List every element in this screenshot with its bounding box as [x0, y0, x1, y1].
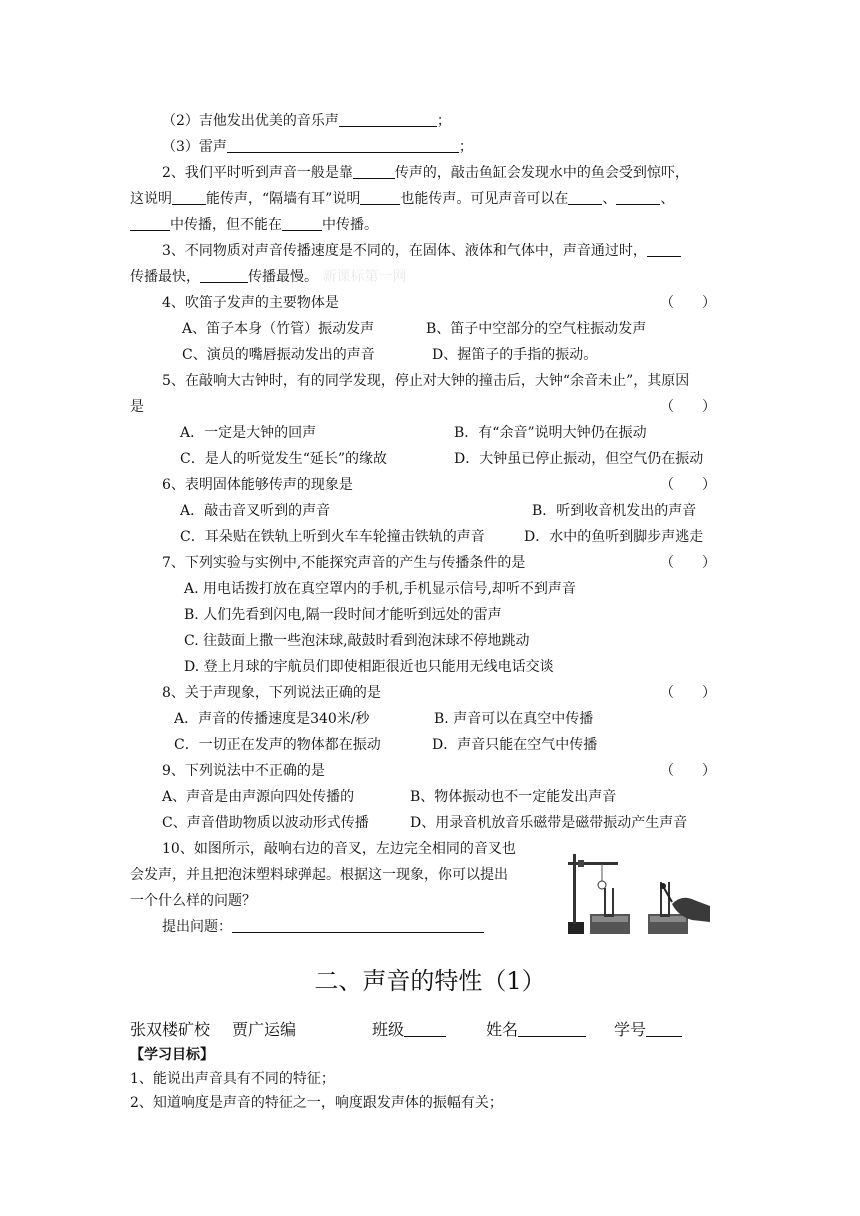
q4-stem: 4、吹笛子发声的主要物体是: [162, 295, 339, 311]
q7-answer-paren[interactable]: （ ）: [660, 555, 716, 571]
class-blank[interactable]: [404, 1022, 446, 1037]
q3-line-1: 3、不同物质对声音传播速度是不同的，在固体、液体和气体中，声音通过时，: [162, 242, 681, 260]
section-author: 贾广运编: [232, 1020, 297, 1039]
q2-line-3: 中传播，但不能在 中传播。: [130, 216, 378, 234]
answer-blank[interactable]: [616, 190, 660, 205]
q9-option-b: B、物体振动也不一定能发出声音: [410, 789, 617, 805]
q2-line-2: 这说明 能传声，“隔墙有耳”说明 也能传声。可见声音可以在 、 、: [130, 191, 675, 207]
q10-line-1: 10、如图所示，敲响右边的音叉，左边完全相同的音叉也: [162, 841, 516, 857]
q8-option-c: C．一切正在发声的物体都在振动: [174, 737, 381, 753]
answer-blank[interactable]: [568, 190, 602, 205]
q5-option-d: D．大钟虽已停止振动，但空气仍在振动: [454, 451, 704, 467]
q6-option-c: C．耳朵贴在铁轨上听到火车车轮撞击铁轨的声音: [180, 529, 485, 545]
q8-answer-paren[interactable]: （ ）: [660, 685, 716, 701]
q10-line-3: 一个什么样的问题？: [130, 893, 256, 909]
section-title: 二、声音的特性（1）: [314, 967, 546, 995]
q8-option-a: A．声音的传播速度是340米/秒: [174, 711, 370, 727]
q7-option-c: C. 往鼓面上撒一些泡沫球,敲鼓时看到泡沫球不停地跳动: [184, 633, 530, 649]
answer-blank[interactable]: [353, 164, 395, 179]
q7-stem: 7、下列实验与实例中,不能探究声音的产生与传播条件的是: [162, 555, 526, 571]
goal-1: 1、能说出声音具有不同的特征；: [130, 1071, 335, 1087]
q7-option-a: A. 用电话拨打放在真空罩内的手机,手机显示信号,却听不到声音: [184, 581, 576, 597]
left-tuning-fork-icon: [590, 888, 630, 934]
answer-blank[interactable]: [200, 268, 248, 283]
q9-stem: 9、下列说法中不正确的是: [162, 763, 325, 779]
student-id-field: 学号: [614, 1021, 682, 1039]
q3-line-2: 传播最快， 传播最慢。 新课标第一网: [130, 269, 407, 285]
q5-option-a: A．一定是大钟的回声: [180, 425, 317, 441]
q7-option-b: B. 人们先看到闪电,隔一段时间才能听到远处的雷声: [184, 607, 502, 623]
q5-stem-2: 是: [130, 399, 144, 415]
q5-option-c: C．是人的听觉发生“延长”的缘故: [180, 451, 388, 467]
section-school: 张双楼矿校: [130, 1020, 211, 1039]
answer-blank[interactable]: [647, 242, 681, 257]
q7-option-d: D. 登上月球的宇航员们即使相距很近也只能用无线电话交谈: [184, 659, 554, 675]
q8-stem: 8、关于声现象，下列说法正确的是: [162, 685, 381, 701]
class-field: 班级: [372, 1021, 446, 1039]
q10-line-4: 提出问题：: [162, 918, 484, 936]
q6-answer-paren[interactable]: （ ）: [660, 477, 716, 493]
tuning-fork-figure: [560, 842, 712, 938]
q6-option-a: A．敲击音叉听到的声音: [180, 503, 331, 519]
q6-stem: 6、表明固体能够传声的现象是: [162, 477, 353, 493]
q2-line-1: 2、我们平时听到声音一般是靠 传声的，敲击鱼缸会发现水中的鱼会受到惊吓，: [162, 165, 689, 181]
answer-blank[interactable]: [339, 112, 437, 127]
watermark: 新课标第一网: [322, 269, 407, 285]
answer-blank[interactable]: [360, 190, 400, 205]
q9-option-a: A、声音是由声源向四处传播的: [162, 789, 355, 805]
q4-option-b: B、笛子中空部分的空气柱振动发声: [426, 321, 647, 337]
q8-option-d: D．声音只能在空气中传播: [432, 737, 598, 753]
student-id-blank[interactable]: [646, 1022, 682, 1037]
answer-blank[interactable]: [227, 138, 459, 153]
q8-option-b: B. 声音可以在真空中传播: [434, 711, 594, 727]
answer-blank[interactable]: [130, 216, 170, 231]
q5-option-b: B．有“余音”说明大钟仍在振动: [454, 425, 647, 441]
q5-answer-paren[interactable]: （ ）: [660, 399, 716, 415]
q6-option-d: D．水中的鱼听到脚步声逃走: [524, 529, 704, 545]
q6-option-b: B．听到收音机发出的声音: [532, 503, 697, 519]
name-blank[interactable]: [518, 1022, 586, 1037]
q10-line-2: 会发声，并且把泡沫塑料球弹起。根据这一现象，你可以提出: [130, 867, 508, 883]
q4-option-a: A、笛子本身（竹管）振动发声: [182, 321, 375, 337]
name-field: 姓名: [486, 1021, 586, 1039]
q9-answer-paren[interactable]: （ ）: [660, 763, 716, 779]
q9-option-c: C、声音借助物质以波动形式传播: [162, 815, 369, 831]
q1-item-3: （3）雷声 ；: [162, 139, 473, 155]
q9-option-d: D、用录音机放音乐磁带是磁带振动产生声音: [410, 815, 688, 831]
q4-option-d: D、握笛子的手指的振动。: [432, 347, 598, 363]
q4-option-c: C、演员的嘴唇振动发出的声音: [182, 347, 375, 363]
answer-blank[interactable]: [172, 190, 206, 205]
q5-stem-1: 5、在敲响大古钟时，有的同学发现，停止对大钟的撞击后，大钟“余音未止”，其原因: [162, 373, 690, 389]
goals-heading: 【学习目标】: [130, 1047, 214, 1063]
goal-2: 2、知道响度是声音的特征之一，响度跟发声体的振幅有关；: [130, 1095, 503, 1111]
answer-blank[interactable]: [282, 216, 322, 231]
q1-item-2: （2）吉他发出优美的音乐声 ；: [162, 113, 451, 129]
q4-answer-paren[interactable]: （ ）: [660, 295, 716, 311]
answer-blank[interactable]: [232, 918, 484, 933]
